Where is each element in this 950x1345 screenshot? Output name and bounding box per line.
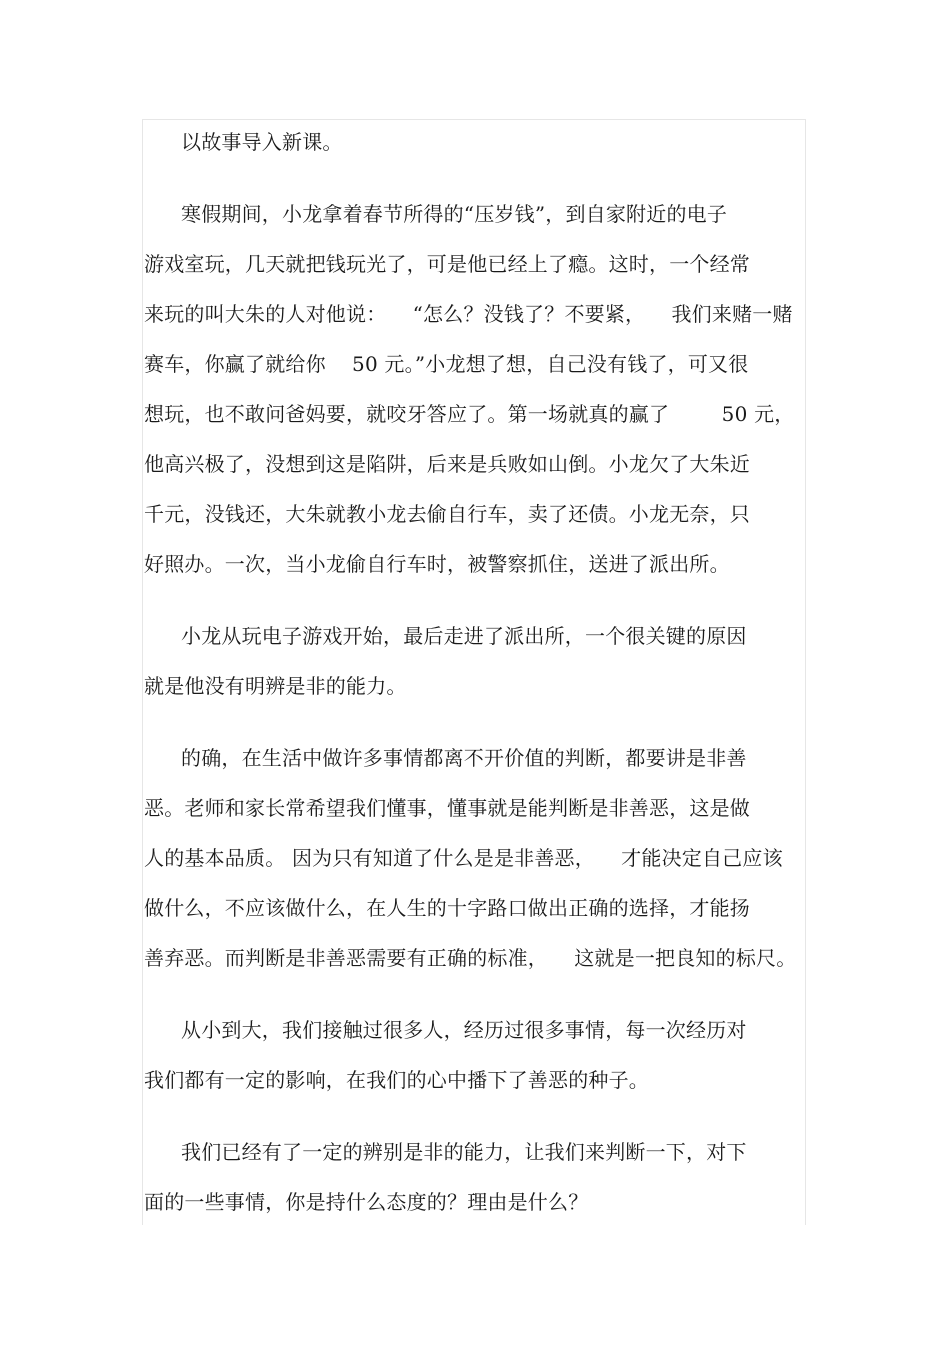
paragraph-judgment-line: 恶。老师和家长常希望我们懂事，懂事就是能判断是非善恶，这是做	[144, 796, 750, 820]
paragraph-story-line: 他高兴极了，没想到这是陷阱，后来是兵败如山倒。小龙欠了大朱近	[144, 452, 750, 476]
paragraph-growth-line: 从小到大，我们接触过很多人，经历过很多事情，每一次经历对	[181, 1018, 747, 1042]
paragraph-reason-line: 就是他没有明辨是非的能力。	[144, 674, 407, 698]
paragraph-story-line: 好照办。一次，当小龙偷自行车时，被警察抓住，送进了派出所。	[144, 552, 730, 576]
paragraph-story-line: 寒假期间，小龙拿着春节所得的“压岁钱”，到自家附近的电子	[181, 202, 728, 226]
paragraph-growth-line: 我们都有一定的影响，在我们的心中播下了善恶的种子。	[144, 1068, 649, 1092]
paragraph-judgment-line: 人的基本品质。 因为只有知道了什么是是非善恶， 才能决定自己应该	[144, 846, 783, 870]
paragraph-story-line: 赛车，你赢了就给你 50 元。”小龙想了想，自己没有钱了，可又很	[144, 352, 749, 376]
paragraph-reason-line: 小龙从玩电子游戏开始，最后走进了派出所，一个很关键的原因	[181, 624, 747, 648]
paragraph-question-line: 面的一些事情，你是持什么态度的？理由是什么？	[144, 1190, 589, 1214]
paragraph-story-line: 千元，没钱还，大朱就教小龙去偷自行车，卖了还债。小龙无奈，只	[144, 502, 750, 526]
paragraph-judgment-line: 做什么，不应该做什么，在人生的十字路口做出正确的选择，才能扬	[144, 896, 750, 920]
paragraph-question-line: 我们已经有了一定的辨别是非的能力，让我们来判断一下，对下	[181, 1140, 747, 1164]
paragraph-intro-line: 以故事导入新课。	[181, 130, 343, 154]
paragraph-judgment-line: 善弃恶。而判断是非善恶需要有正确的标准， 这就是一把良知的标尺。	[144, 946, 797, 970]
paragraph-judgment-line: 的确，在生活中做许多事情都离不开价值的判断，都要讲是非善	[181, 746, 747, 770]
paragraph-story-line: 来玩的叫大朱的人对他说： “怎么？没钱了？不要紧， 我们来赌一赌	[144, 302, 793, 326]
paragraph-story-line: 想玩，也不敢问爸妈要，就咬牙答应了。第一场就真的赢了 50 元，	[144, 402, 795, 426]
paragraph-story-line: 游戏室玩，几天就把钱玩光了，可是他已经上了瘾。这时，一个经常	[144, 252, 750, 276]
